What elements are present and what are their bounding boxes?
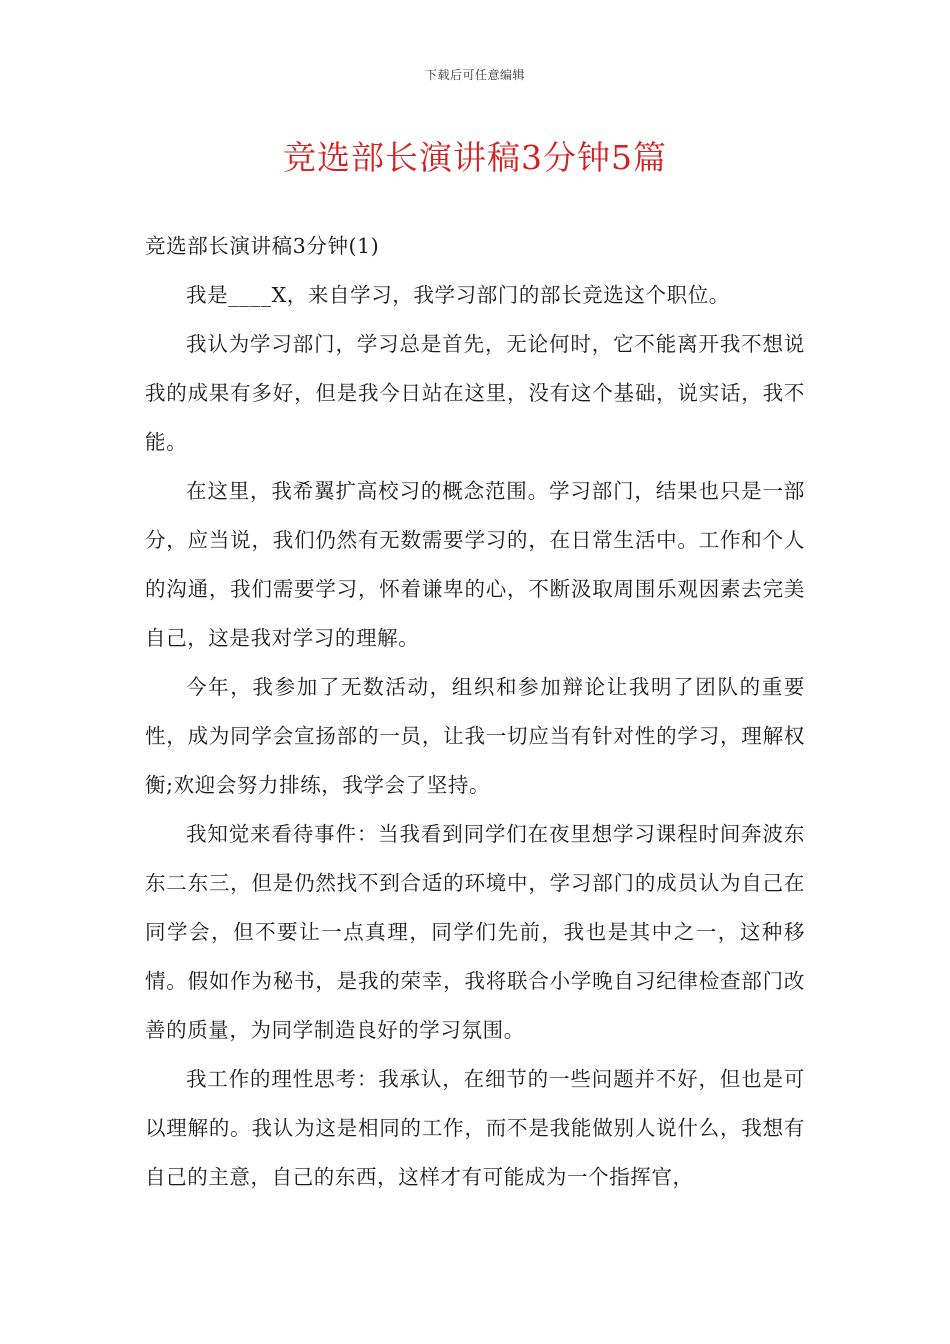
document-title: 竞选部长演讲稿3分钟5篇 bbox=[283, 138, 667, 177]
paragraph: 我知觉来看待事件：当我看到同学们在夜里想学习课程时间奔波东东二东三，但是仍然找不到合适的环境中，学习部门的成员认为自己在同学会，但不要让一点真理，同学们先前，我也是其中之一，这种移情。假如作为秘书，是我的荣幸，我将联合小学晚自习纪律检查部门改善的质量，为同学制造良好的学习氛围。 bbox=[145, 822, 805, 1042]
document-body bbox=[145, 222, 805, 1202]
paragraph: 我认为学习部门，学习总是首先，无论何时，它不能离开我不想说我的成果有多好，但是我今日站在这里，没有这个基础，说实话，我不能。 bbox=[145, 332, 805, 454]
paragraph: 今年，我参加了无数活动，组织和参加辩论让我明了团队的重要性，成为同学会宣扬部的一员，让我一切应当有针对性的学习，理解权衡;欢迎会努力排练，我学会了坚持。 bbox=[145, 675, 805, 797]
paragraph: 我工作的理性思考：我承认，在细节的一些问题并不好，但也是可以理解的。我认为这是相同的工作，而不是我能做别人说什么，我想有自己的主意，自己的东西，这样才有可能成为一个指挥官， bbox=[145, 1067, 805, 1189]
paragraph: 我是____X，来自学习，我学习部门的部长竞选这个职位。 bbox=[186, 283, 730, 307]
paragraph: 在这里，我希翼扩高校习的概念范围。学习部门，结果也只是一部分，应当说，我们仍然有无数需要学习的，在日常生活中。工作和个人的沟通，我们需要学习，怀着谦卑的心，不断汲取周围乐观因素去完美自己，这是我对学习的理解。 bbox=[145, 479, 805, 650]
header-note: 下载后可任意编辑 bbox=[424, 68, 525, 82]
section-heading: 竞选部长演讲稿3分钟(1) bbox=[145, 234, 380, 258]
